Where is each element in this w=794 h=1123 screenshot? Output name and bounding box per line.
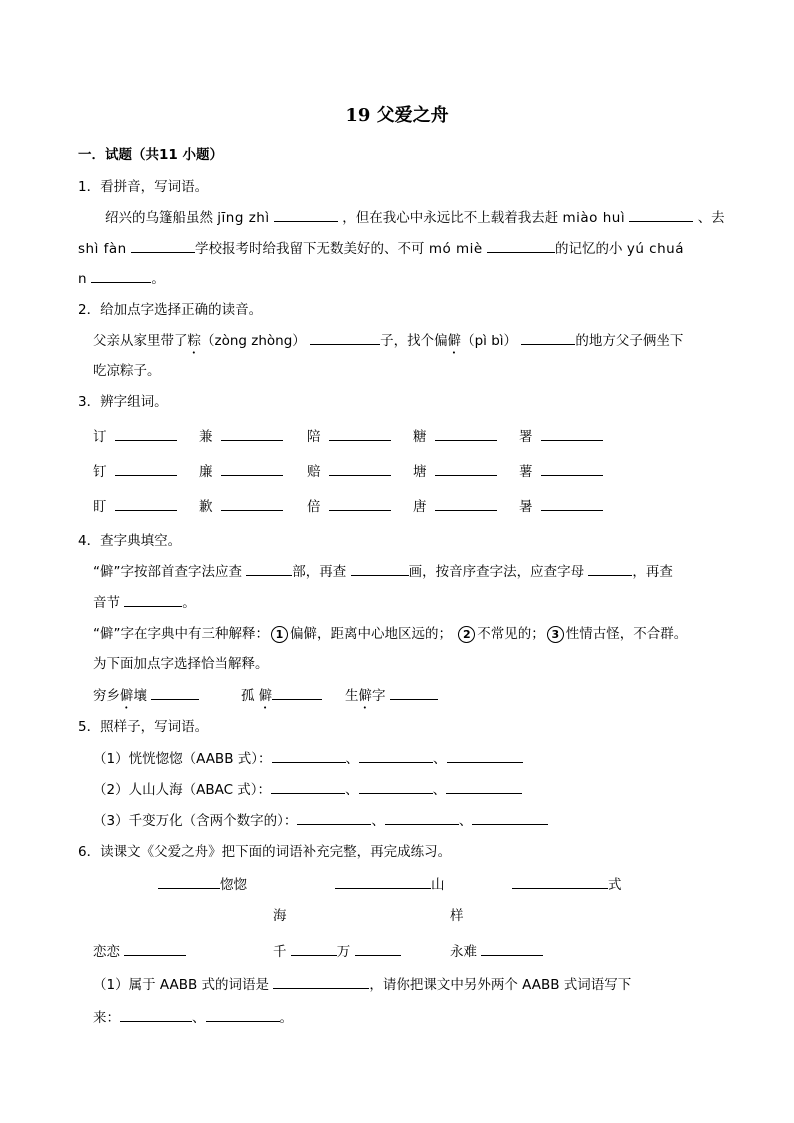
answer-blank[interactable] (541, 462, 603, 476)
text: ，但在我心中永远比不上载着我去赶 (342, 210, 559, 226)
text: 父亲从家里带了 (93, 333, 188, 349)
question-2-line-1 (93, 331, 794, 357)
base-char: 暑 (519, 499, 533, 515)
text: 音节 (93, 595, 120, 611)
answer-blank[interactable] (115, 497, 177, 511)
question-4-heading (78, 531, 794, 551)
text: ，再查 (632, 564, 673, 580)
question-5-item-3 (93, 811, 794, 831)
answer-blank[interactable] (120, 1008, 192, 1022)
question-prompt: 照样子，写词语。 (100, 719, 209, 735)
answer-blank[interactable] (512, 875, 608, 889)
separator: 、 (371, 813, 385, 829)
base-char: 唐 (413, 499, 427, 515)
base-char: 歉 (199, 499, 213, 515)
char-group-item (307, 462, 391, 482)
char-group-item (199, 427, 283, 447)
word-item: 孤 僻 (241, 686, 322, 712)
base-char: 赔 (307, 464, 321, 480)
char-label: 海 (273, 908, 287, 924)
base-char: 订 (93, 429, 107, 445)
item-label: （2）人山人海（ABAC 式）： (93, 782, 272, 798)
question-5-item-1 (93, 749, 794, 769)
question-4-line-3 (93, 624, 794, 644)
text: 。 (151, 271, 165, 287)
question-5-heading (78, 717, 794, 737)
separator: 、 (433, 751, 447, 767)
text: 绍兴的乌篷船虽然 (105, 210, 213, 226)
meaning: 性情古怪，不合群。 (565, 626, 688, 642)
answer-blank[interactable] (541, 497, 603, 511)
answer-blank[interactable] (355, 942, 401, 956)
text: ，请你把课文中另外两个 AABB 式词语写下 (369, 977, 632, 993)
idiom-fill: 式 (512, 875, 622, 895)
char-group-item (413, 497, 497, 517)
char-group-item (199, 497, 283, 517)
answer-blank[interactable] (151, 686, 199, 700)
question-prompt: 看拼音，写词语。 (100, 179, 209, 195)
answer-blank[interactable] (329, 427, 391, 441)
reading-options: （zòng zhòng） (201, 333, 306, 349)
question-number: 5． (78, 719, 101, 735)
pinyin: miào huì (562, 210, 626, 226)
question-2-line-2: 吃凉粽子。 (93, 363, 161, 379)
dotted-char: 粽 (187, 333, 201, 349)
text: “僻”字在字典中有三种解释： (93, 626, 269, 642)
answer-blank[interactable] (359, 780, 433, 794)
question-number: 6． (78, 844, 101, 860)
base-char: 兼 (199, 429, 213, 445)
char-group-item (519, 427, 603, 447)
answer-blank[interactable] (221, 497, 283, 511)
answer-blank[interactable] (221, 427, 283, 441)
answer-blank[interactable] (541, 427, 603, 441)
answer-blank[interactable] (246, 562, 292, 576)
question-4-line-4: 为下面加点字选择恰当解释。 (93, 656, 269, 672)
text: 的记忆的小 (555, 241, 623, 257)
base-char: 陪 (307, 429, 321, 445)
answer-blank[interactable] (310, 331, 380, 345)
text: 来： (93, 1010, 120, 1026)
char-group-item (93, 462, 177, 482)
answer-blank[interactable] (447, 749, 523, 763)
separator: 、 (192, 1010, 206, 1026)
question-prompt: 读课文《父爱之舟》把下面的词语补充完整，再完成练习。 (100, 844, 452, 860)
idiom-fill: 永难 (450, 942, 543, 962)
answer-blank[interactable] (272, 686, 322, 700)
answer-blank[interactable] (435, 427, 497, 441)
question-number: 3． (78, 394, 101, 410)
answer-blank[interactable] (131, 239, 195, 253)
question-number: 2． (78, 302, 101, 318)
pinyin: yú chuá (626, 241, 684, 257)
char-group-item (413, 427, 497, 447)
text: 部，再查 (292, 564, 347, 580)
section-heading: 一．试题（共11 小题） (78, 147, 223, 163)
answer-blank[interactable] (271, 780, 345, 794)
answer-blank[interactable] (91, 269, 151, 283)
answer-blank[interactable] (206, 1008, 280, 1022)
answer-blank[interactable] (221, 462, 283, 476)
char-group-item (307, 497, 391, 517)
char-group-item (199, 462, 283, 482)
base-char: 塘 (413, 464, 427, 480)
answer-blank[interactable] (115, 427, 177, 441)
separator: 、 (345, 751, 359, 767)
word-item: 穷乡僻壤 (93, 686, 199, 712)
separator: 。 (279, 1010, 293, 1026)
answer-blank[interactable] (435, 497, 497, 511)
answer-blank[interactable] (472, 811, 548, 825)
question-prompt: 查字典填空。 (100, 533, 182, 549)
dotted-char: 僻 (447, 333, 462, 349)
base-char: 薯 (519, 464, 533, 480)
question-prompt: 辨字组词。 (100, 394, 168, 410)
base-char: 钉 (93, 464, 107, 480)
answer-blank[interactable] (158, 875, 220, 889)
reading-options: （pì bì） (461, 333, 518, 349)
idiom-fill: 千 万 (273, 942, 401, 962)
question-6-subquestion-1 (93, 975, 794, 995)
answer-blank[interactable] (487, 239, 555, 253)
meaning: 不常见的； (477, 626, 545, 642)
answer-blank[interactable] (359, 749, 433, 763)
question-prompt: 给加点字选择正确的读音。 (100, 302, 263, 318)
answer-blank[interactable] (435, 462, 497, 476)
word-item: 生僻字 (345, 686, 438, 712)
circled-number: 2 (458, 626, 475, 643)
answer-blank[interactable] (335, 875, 431, 889)
text: 画，按音序查字法，应查字母 (408, 564, 585, 580)
base-char: 盯 (93, 499, 107, 515)
char-group-item (519, 497, 603, 517)
answer-blank[interactable] (291, 942, 337, 956)
text: 子，找个偏 (380, 333, 448, 349)
answer-blank[interactable] (273, 975, 369, 989)
question-6-subquestion-1-line-2 (93, 1008, 794, 1028)
char-label: 样 (450, 908, 464, 924)
question-1-line-1 (105, 208, 794, 228)
answer-blank[interactable] (329, 462, 391, 476)
question-1-line-3 (78, 269, 794, 289)
question-number: 1． (78, 179, 101, 195)
char-group-item (307, 427, 391, 447)
text: 、去 (697, 210, 725, 226)
answer-blank[interactable] (588, 562, 632, 576)
base-char: 署 (519, 429, 533, 445)
answer-blank[interactable] (390, 686, 438, 700)
char-group-item (93, 497, 177, 517)
circled-number: 3 (547, 626, 564, 643)
base-char: 廉 (199, 464, 213, 480)
question-6-heading (78, 842, 794, 862)
char-group-item (93, 427, 177, 447)
question-2-heading (78, 300, 794, 320)
answer-blank[interactable] (481, 942, 543, 956)
answer-blank[interactable] (521, 331, 575, 345)
question-4-line-2 (93, 593, 794, 613)
text: （1）属于 AABB 式的词语是 (93, 977, 270, 993)
answer-blank[interactable] (629, 208, 693, 222)
item-label: （3）千变万化（含两个数字的）： (93, 813, 298, 829)
text: 的地方父子俩坐下 (575, 333, 684, 349)
text: 。 (182, 595, 196, 611)
pinyin: mó miè (428, 241, 483, 257)
separator: 、 (458, 813, 473, 829)
base-char: 糖 (413, 429, 427, 445)
question-1-line-2 (78, 239, 794, 259)
idiom-fill: 恋恋 (93, 942, 186, 962)
answer-blank[interactable] (272, 749, 346, 763)
page-title: 19 父爱之舟 (345, 105, 449, 126)
text: “僻”字按部首查字法应查 (93, 564, 242, 580)
pinyin: shì fàn (78, 241, 127, 257)
answer-blank[interactable] (124, 942, 186, 956)
pinyin: n (78, 271, 88, 287)
answer-blank[interactable] (115, 462, 177, 476)
question-5-item-2 (93, 780, 794, 800)
circled-number: 1 (271, 626, 288, 643)
idiom-fill: 惚惚 (158, 875, 247, 895)
base-char: 倍 (307, 499, 321, 515)
answer-blank[interactable] (297, 811, 371, 825)
char-group-item (519, 462, 603, 482)
pinyin: jīng zhì (217, 210, 270, 226)
question-3-heading (78, 392, 794, 412)
text: 学校报考时给我留下无数美好的、不可 (195, 241, 425, 257)
answer-blank[interactable] (351, 562, 409, 576)
answer-blank[interactable] (446, 780, 522, 794)
answer-blank[interactable] (274, 208, 338, 222)
question-4-line-1 (93, 562, 794, 582)
separator: 、 (345, 782, 359, 798)
answer-blank[interactable] (329, 497, 391, 511)
answer-blank[interactable] (385, 811, 459, 825)
separator: 、 (432, 782, 447, 798)
question-1-heading (78, 177, 794, 197)
meaning: 偏僻，距离中心地区远的； (290, 626, 452, 642)
char-group-item (413, 462, 497, 482)
item-label: （1）恍恍惚惚（AABB 式）： (93, 751, 272, 767)
answer-blank[interactable] (124, 593, 182, 607)
question-number: 4． (78, 533, 101, 549)
idiom-fill: 山 (335, 875, 445, 895)
